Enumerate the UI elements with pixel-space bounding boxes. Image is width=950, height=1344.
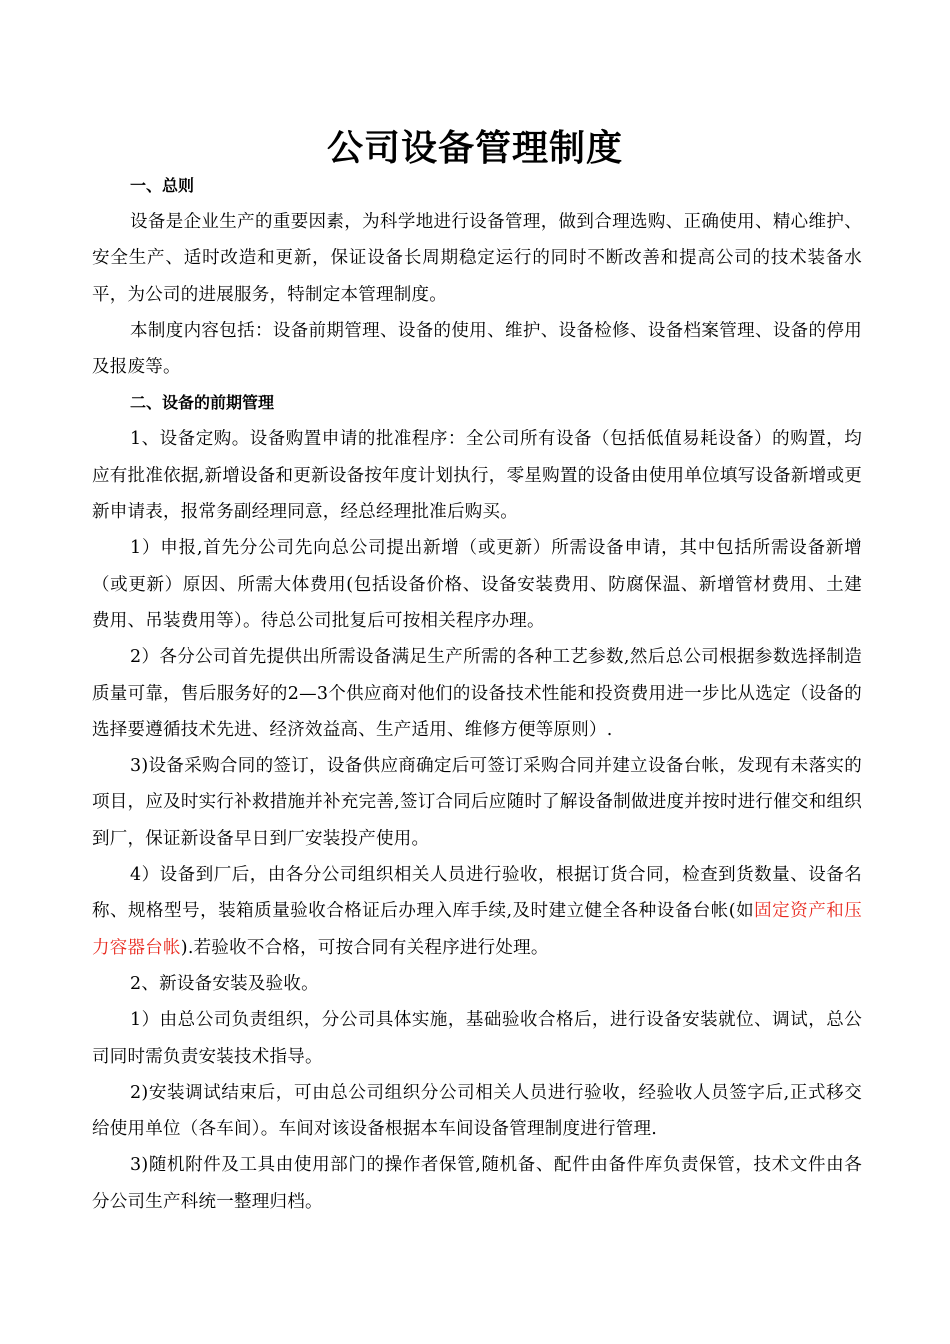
paragraph: 设备是企业生产的重要因素，为科学地进行设备管理，做到合理选购、正确使用、精心维护、安全生产、适时改造和更新，保证设备长周期稳定运行的同时不断改善和提高公司的技术装备水平，为公司的进展服务，特制定本管理制度。 <box>92 212 862 305</box>
paragraph: 1、设备定购。设备购置申请的批准程序：全公司所有设备（包括低值易耗设备）的购置，均应有批准依据,新增设备和更新设备按年度计划执行，零星购置的设备由使用单位填写设备新增或更新申请表，报常务副经理同意，经总经理批准后购买。 <box>92 429 862 523</box>
paragraph: 本制度内容包括：设备前期管理、设备的使用、维护、设备检修、设备档案管理、设备的停用及报废等。 <box>92 320 862 378</box>
paragraph: 2）各分公司首先提供出所需设备满足生产所需的各种工艺参数,然后总公司根据参数选择制造质量可靠，售后服务好的2—3个供应商对他们的设备技术性能和投资费用进一步比从选定（设备的选择要遵循技术先进、经济效益高、生产适用、维修方便等原则）. <box>92 647 862 740</box>
section-heading-pre-management: 二、设备的前期管理 <box>130 393 275 413</box>
paragraph: 3)随机附件及工具由使用部门的操作者保管,随机备、配件由备件库负责保管，技术文件由各分公司生产科统一整理归档。 <box>92 1155 862 1212</box>
paragraph: 1）申报,首先分公司先向总公司提出新增（或更新）所需设备申请，其中包括所需设备新增（或更新）原因、所需大体费用(包括设备价格、设备安装费用、防腐保温、新增管材费用、土建费用、吊装费用等）。待总公司批复后可按相关程序办理。 <box>92 538 862 631</box>
highlighted-text: 固定资产和压力容器台帐 <box>92 901 863 958</box>
paragraph: 1）由总公司负责组织，分公司具体实施，基础验收合格后，进行设备安装就位、调试，总公司同时需负责安装技术指导。 <box>92 1010 862 1067</box>
document-title: 公司设备管理制度 <box>326 128 623 170</box>
paragraph: 3)设备采购合同的签订，设备供应商确定后可签订采购合同并建立设备台帐，发现有未落实的项目，应及时实行补救措施并补充完善,签订合同后应随时了解设备制做进度并按时进行催交和组织到厂，保证新设备早日到厂安装投产使用。 <box>92 756 862 849</box>
paragraph: 2)安装调试结束后，可由总公司组织分公司相关人员进行验收，经验收人员签字后,正式移交给使用单位（各车间）。车间对该设备根据本车间设备管理制度进行管理. <box>92 1082 862 1140</box>
document-body <box>92 168 862 1220</box>
paragraph-text: 4）设备到厂后，由各分公司组织相关人员进行验收，根据订货合同，检查到货数量、设备名称、规格型号，装箱质量验收合格证后办理入库手续,及时建立健全各种设备台帐(如 <box>92 865 862 922</box>
paragraph-with-highlight <box>92 857 862 966</box>
paragraph-text: ).若验收不合格，可按合同有关程序进行处理。 <box>180 937 549 958</box>
section-heading-general: 一、总则 <box>130 176 195 195</box>
paragraph: 2、新设备安装及验收。 <box>130 973 319 994</box>
